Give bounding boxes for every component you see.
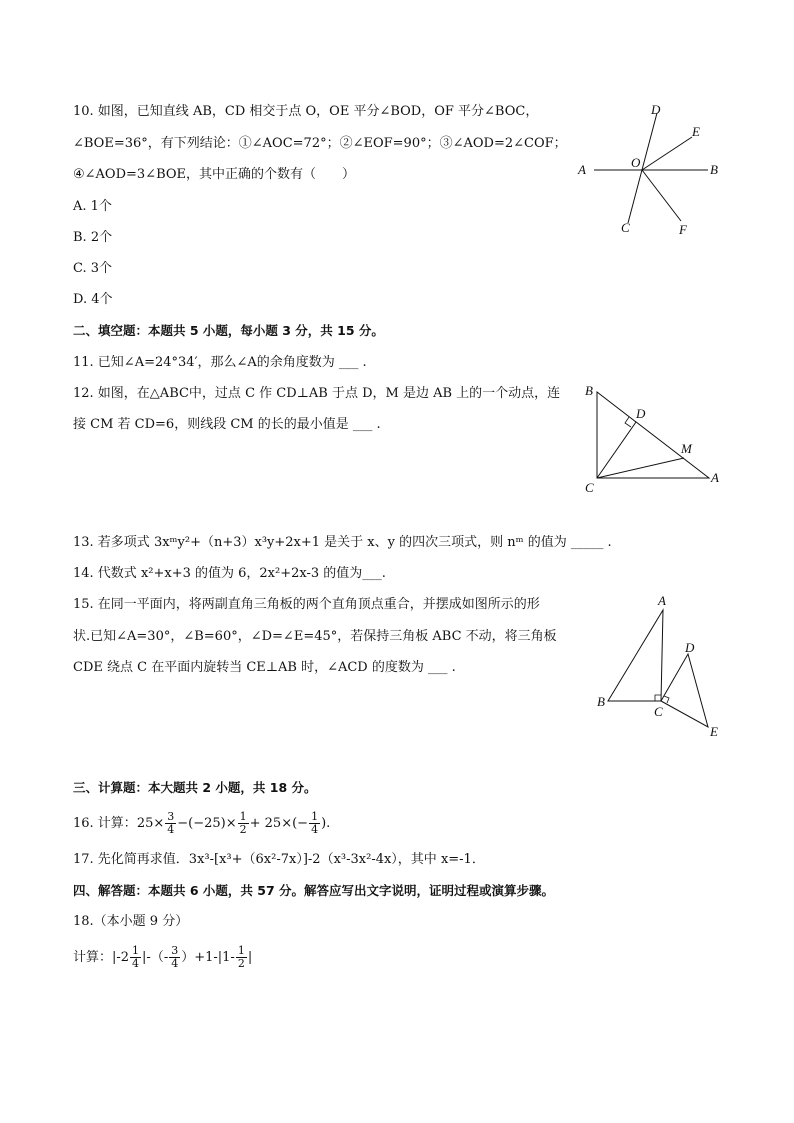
q16-fraction-1-denominator: 4 (167, 823, 175, 836)
q12-label-d: D (636, 406, 646, 421)
q16-term-1: 25× (136, 816, 165, 831)
q18-prefix: 计算：|-2 (73, 950, 130, 965)
q14-text: 14. 代数式 x²+x+3 的值为 6，2x²+2x-3 的值为___. (73, 566, 386, 581)
q18-mid: |-（- (142, 950, 169, 965)
q10-label-a: A (578, 162, 586, 177)
q10-label-e: E (692, 124, 700, 139)
q12-figure (580, 380, 730, 495)
q10-line3: ④∠AOD=3∠BOE，其中正确的个数有（ ） (73, 167, 356, 182)
q10-label-c: C (621, 220, 630, 235)
q16-term-4: ). (321, 816, 331, 831)
q18-fraction-1-denominator: 4 (132, 957, 140, 970)
q12-label-c: C (585, 480, 594, 495)
q16-prefix: 16. 计算： (73, 816, 137, 831)
q18-fraction-1-numerator: 1 (132, 944, 140, 957)
q16-fraction-2 (238, 811, 249, 836)
q15-label-b: B (597, 694, 605, 709)
q18-fraction-3-numerator: 1 (237, 944, 245, 957)
q18-fraction-3-denominator: 2 (237, 957, 245, 970)
q10-option-a: A. 1个 (73, 199, 112, 214)
q10-figure (570, 95, 730, 245)
section-3-heading: 三、计算题：本大题共 2 小题，共 18 分。 (73, 780, 317, 795)
q15-label-c: C (654, 704, 663, 719)
q10-option-b: B. 2个 (73, 230, 113, 245)
q11-text: 11. 已知∠A=24°34′，那么∠A的余角度数为 ___ . (73, 355, 367, 370)
q10-label-o: O (631, 155, 641, 170)
q15-line3: CDE 绕点 C 在平面内旋转当 CE⊥AB 时，∠ACD 的度数为 ___ . (73, 660, 456, 675)
q10-label-b: B (710, 162, 718, 177)
q16-fraction-1 (165, 811, 176, 836)
q18-end: | (247, 950, 253, 965)
q18-fraction-2-denominator: 4 (171, 957, 179, 970)
q17-text: 17. 先化简再求值．3x³-[x³+（6x²-7x）]-2（x³-3x²-4x），其中 x=-1． (73, 852, 485, 867)
q15-label-e: E (710, 724, 718, 739)
q10-option-c: C. 3个 (73, 261, 113, 276)
q12-label-m: M (681, 441, 692, 456)
q13-text: 13. 若多项式 3xᵐy²+（n+3）x³y+2x+1 是关于 x、y 的四次三项式，则 nᵐ 的值为 _____ . (73, 535, 612, 550)
q15-label-a: A (658, 593, 666, 608)
q16-fraction-2-numerator: 1 (239, 810, 247, 823)
q18-expression (73, 942, 252, 974)
q16-fraction-2-denominator: 2 (239, 823, 247, 836)
q15-line2: 状.已知∠A=30°，∠B=60°，∠D=∠E=45°，若保持三角板 ABC 不动，将三角板 (73, 629, 557, 644)
q18-fraction-3 (236, 945, 247, 970)
section-2-heading: 二、填空题：本题共 5 小题，每小题 3 分，共 15 分。 (73, 323, 384, 338)
q18-fraction-1 (130, 945, 141, 970)
q12-label-a: A (711, 470, 719, 485)
q15-line1: 15. 在同一平面内，将两副直角三角板的两个直角顶点重合，并摆成如图所示的形 (73, 597, 540, 612)
q12-label-b: B (585, 383, 593, 398)
q18-title: 18.（本小题 9 分） (73, 914, 189, 929)
q12-line2: 接 CM 若 CD=6，则线段 CM 的长的最小值是 ___ . (73, 417, 381, 432)
q16-fraction-1-numerator: 3 (167, 810, 175, 823)
q15-label-d: D (685, 640, 695, 655)
q10-label-f: F (679, 222, 687, 237)
q10-option-d: D. 4个 (73, 292, 113, 307)
q10-line1: 10. 如图，已知直线 AB，CD 相交于点 O，OE 平分∠BOD，OF 平分∠BOC， (73, 104, 539, 119)
q16-fraction-3-denominator: 4 (311, 823, 319, 836)
q10-label-d: D (651, 102, 661, 117)
section-4-heading: 四、解答题：本题共 6 小题，共 57 分。解答应写出文字说明，证明过程或演算步骤。 (73, 883, 555, 898)
q16-term-3: + 25×(− (249, 816, 309, 831)
q16-term-2: −(−25)× (177, 816, 237, 831)
q12-line1: 12. 如图，在△ABC中，过点 C 作 CD⊥AB 于点 D，M 是边 AB 上的一个动点，连 (73, 386, 561, 401)
q18-fraction-2 (169, 945, 180, 970)
q18-fraction-2-numerator: 3 (171, 944, 179, 957)
q16-fraction-3 (309, 811, 320, 836)
q18-mid2: ）+1-|1- (181, 950, 235, 965)
q16-text (73, 808, 330, 840)
q10-line2: ∠BOE=36°，有下列结论：①∠AOC=72°；②∠EOF=90°；③∠AOD=2∠COF； (73, 136, 567, 151)
q16-fraction-3-numerator: 1 (311, 810, 319, 823)
q15-figure (590, 590, 730, 745)
